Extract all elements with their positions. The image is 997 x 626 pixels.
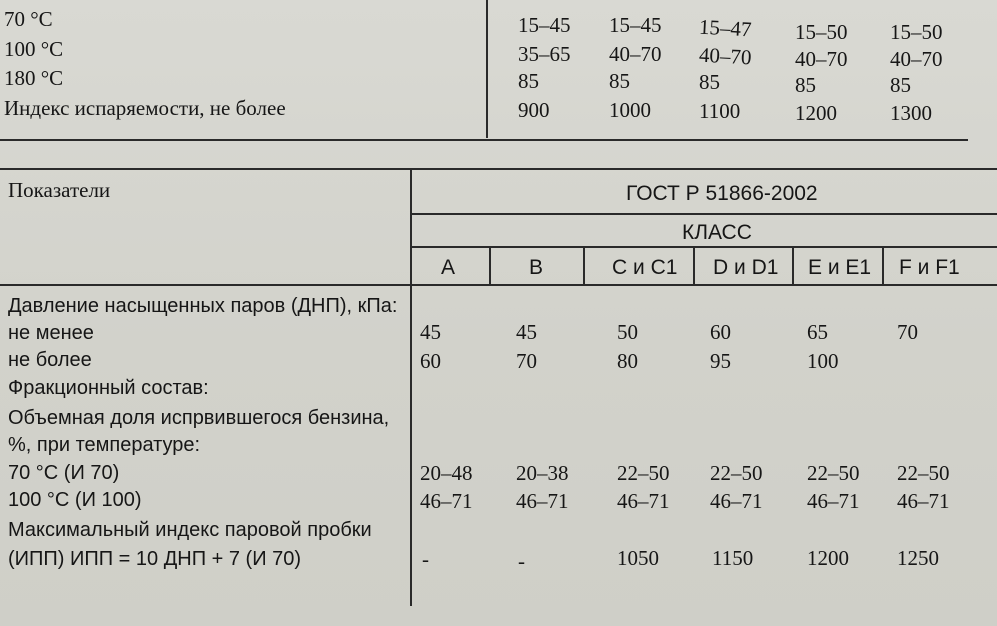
table-cell: 80 xyxy=(617,349,638,373)
row-label: 70 °С (И 70) xyxy=(8,462,120,484)
class-divider xyxy=(882,247,884,284)
table-cell: 22–50 xyxy=(617,461,670,485)
class-divider xyxy=(583,247,585,284)
class-header: КЛАСС xyxy=(682,221,752,244)
class-divider xyxy=(693,247,695,284)
table-cell: 20–48 xyxy=(420,461,473,485)
top-cell: 40–70 xyxy=(609,42,662,66)
top-cell: 85 xyxy=(518,69,539,93)
row-label: Объемная доля испрвившегося бензина, xyxy=(8,407,390,429)
table-cell: 50 xyxy=(617,320,638,344)
class-label: F и F1 xyxy=(899,256,960,279)
top-cell: 85 xyxy=(795,73,816,97)
table-cell: 46–71 xyxy=(897,489,950,513)
row-label: %, при температуре: xyxy=(8,434,201,456)
table-cell: 1250 xyxy=(897,546,939,570)
top-row-label: 100 °С xyxy=(4,37,64,61)
table-cell: 22–50 xyxy=(807,461,860,485)
top-cell: 900 xyxy=(518,98,550,122)
table-top-rule xyxy=(0,168,997,170)
top-cell: 1100 xyxy=(699,99,741,123)
table-cell: - xyxy=(422,547,429,571)
top-row-label: Индекс испаряемости, не более xyxy=(4,96,286,120)
row-label: не более xyxy=(8,349,92,371)
standard-header-rule xyxy=(411,213,997,215)
top-row-label: 180 °С xyxy=(4,66,64,90)
top-cell: 15–45 xyxy=(609,13,662,37)
table-cell: 20–38 xyxy=(516,461,569,485)
top-cell: 40–70 xyxy=(698,42,753,70)
class-label: C и C1 xyxy=(612,256,678,279)
table-cell: - xyxy=(518,549,525,573)
class-header-rule xyxy=(411,246,997,248)
top-cell: 40–70 xyxy=(795,47,848,71)
table-cell: 1050 xyxy=(617,546,659,570)
table-cell: 22–50 xyxy=(710,461,763,485)
header-bottom-rule xyxy=(0,284,997,286)
row-label: (ИПП) ИПП = 10 ДНП + 7 (И 70) xyxy=(8,548,302,570)
table-cell: 65 xyxy=(807,320,828,344)
top-cell: 40–70 xyxy=(890,47,943,71)
table-cell: 46–71 xyxy=(420,489,473,513)
class-label: A xyxy=(441,256,456,279)
table-cell: 70 xyxy=(516,349,537,373)
class-divider xyxy=(489,247,491,284)
top-cell: 1000 xyxy=(609,98,651,122)
table-cell: 45 xyxy=(516,320,537,344)
row-label: Давление насыщенных паров (ДНП), кПа: xyxy=(8,295,398,317)
top-cell: 35–65 xyxy=(518,42,571,66)
table-cell: 46–71 xyxy=(807,489,860,513)
standard-header: ГОСТ Р 51866-2002 xyxy=(626,182,818,205)
top-cell: 15–50 xyxy=(890,20,943,44)
top-cell: 15–47 xyxy=(698,14,753,42)
top-table-bottom-rule xyxy=(0,139,968,141)
table-cell: 46–71 xyxy=(617,489,670,513)
top-cell: 15–50 xyxy=(795,20,848,44)
row-label: Максимальный индекс паровой пробки xyxy=(8,519,372,541)
top-cell: 15–45 xyxy=(518,13,571,37)
table-cell: 22–50 xyxy=(897,461,950,485)
row-label: Фракционный состав: xyxy=(8,377,209,399)
row-label: не менее xyxy=(8,322,94,344)
table-cell: 60 xyxy=(710,320,731,344)
label-column-divider xyxy=(410,170,412,606)
table-cell: 100 xyxy=(807,349,839,373)
table-cell: 45 xyxy=(420,320,441,344)
top-cell: 85 xyxy=(609,69,630,93)
table-cell: 46–71 xyxy=(516,489,569,513)
class-label: D и D1 xyxy=(713,256,779,279)
table-cell: 1150 xyxy=(712,546,754,570)
table-cell: 70 xyxy=(897,320,918,344)
class-divider xyxy=(792,247,794,284)
top-column-divider xyxy=(486,0,488,138)
table-cell: 1200 xyxy=(807,546,849,570)
top-cell: 1200 xyxy=(795,101,837,125)
top-cell: 1300 xyxy=(890,101,932,125)
top-row-label: 70 °С xyxy=(4,7,53,31)
top-cell: 85 xyxy=(699,70,720,94)
table-cell: 46–71 xyxy=(710,489,763,513)
row-label: 100 °С (И 100) xyxy=(8,489,142,511)
class-label: B xyxy=(529,256,544,279)
class-label: E и E1 xyxy=(808,256,872,279)
table-cell: 60 xyxy=(420,349,441,373)
top-cell: 85 xyxy=(890,73,911,97)
indicators-header: Показатели xyxy=(8,178,111,202)
table-cell: 95 xyxy=(710,349,731,373)
